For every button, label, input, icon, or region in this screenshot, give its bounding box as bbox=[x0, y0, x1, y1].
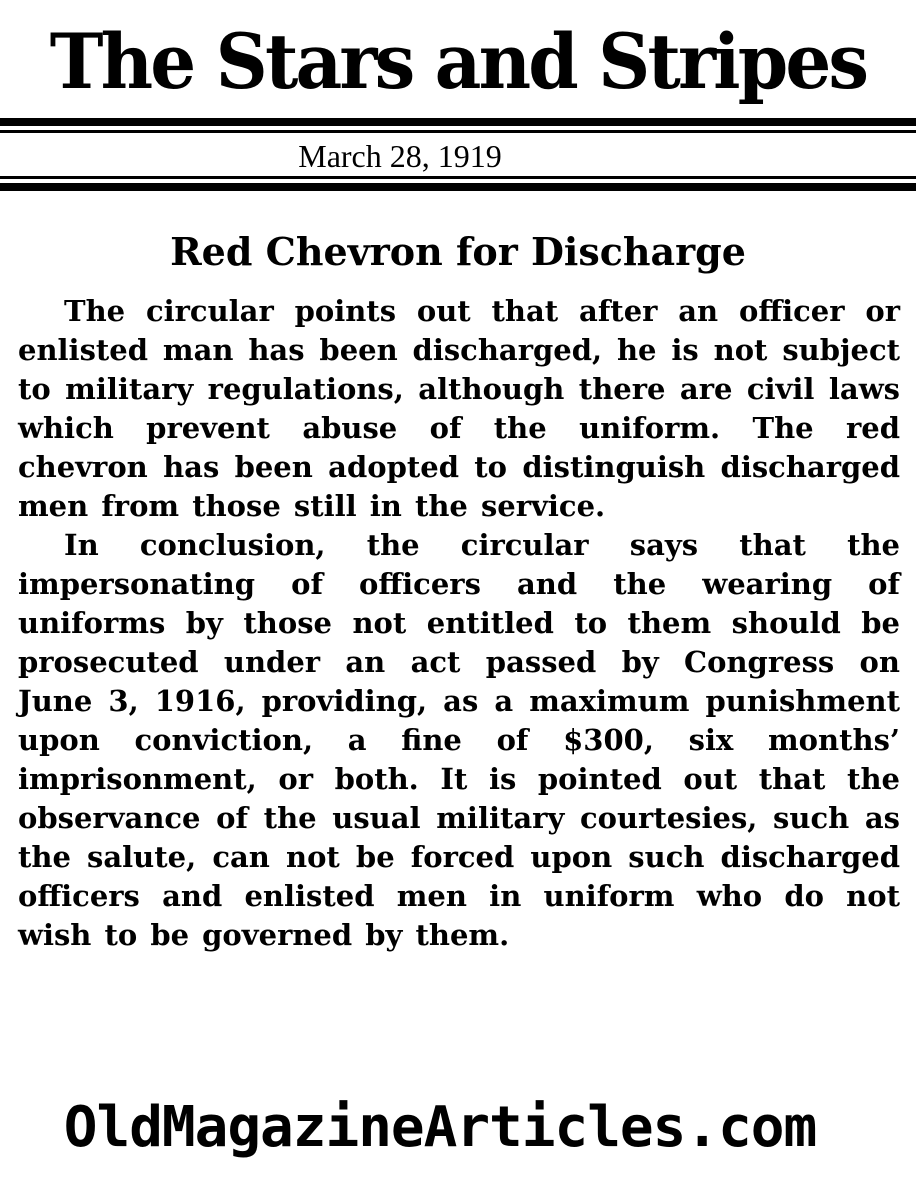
article-headline: Red Chevron for Discharge bbox=[170, 229, 746, 274]
masthead-rule-thick-bottom bbox=[0, 183, 916, 191]
article-paragraph: In conclusion, the circular says that the impersonating of officers and the wearing of uniforms by those not entitled to them should be prosecuted under an act passed by Congress on June 3, 1916, providing, as a maximum punishment upon conviction, a fine of $300, six months’ imprisonment, or both. It is pointed out that the observance of the usual military courtesies, such as the salute, can not be forced upon such discharged officers and enlisted men in uniform who do not wish to be governed by them. bbox=[18, 528, 900, 952]
watermark-footer: OldMagazineArticles.com bbox=[63, 1095, 817, 1160]
issue-date: March 28, 1919 bbox=[298, 138, 502, 174]
article-body bbox=[18, 292, 900, 955]
masthead-rule-thick-top bbox=[0, 118, 916, 126]
masthead-title: The Stars and Stripes bbox=[49, 17, 867, 106]
masthead-rule-thin-top bbox=[0, 130, 916, 133]
masthead-rule-thin-bottom bbox=[0, 176, 916, 179]
article-paragraph: The circular points out that after an officer or enlisted man has been discharged, he is not subject to military regulations, although there are civil laws which prevent abuse of the uniform. The red chevron has been adopted to distinguish discharged men from those still in the service. bbox=[18, 294, 900, 523]
